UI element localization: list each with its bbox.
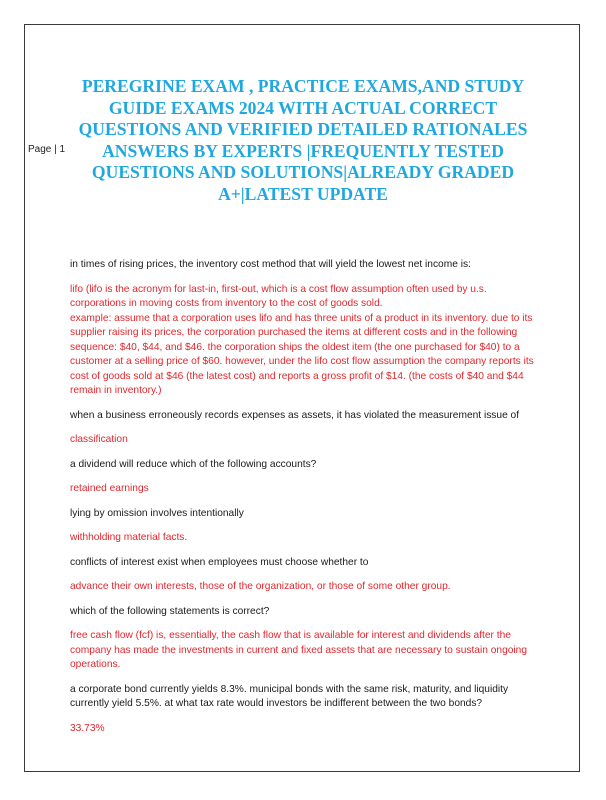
answer-7: 33.73% <box>70 722 105 734</box>
question-1: in times of rising prices, the inventory cost method that will yield the lowest net income is: <box>70 259 471 270</box>
question-4: lying by omission involves intentionally <box>70 507 244 519</box>
document-title: PEREGRINE EXAM , PRACTICE EXAMS,AND STUDY GUIDE EXAMS 2024 WITH ACTUAL CORRECT QUESTIONS AND VERIFIED DETAILED RATIONALES ANSWERS BY EXPERTS |FREQUENTLY TESTED QUESTIONS AND SOLUTIONS|ALREADY GRADED A+|LATEST UPDATE <box>78 76 528 204</box>
question-7: a corporate bond currently yields 8.3%. municipal bonds with the same risk, maturity, and liquidity currently yield 5.5%. at what tax rate would investors be indifferent between the two bonds? <box>70 683 509 709</box>
page-number-label: Page | 1 <box>28 144 66 155</box>
answer-6: free cash flow (fcf) is, essentially, the cash flow that is available for interest and dividends after the company has made the investments in current and fixed assets that are necessary to sustain ongoing operations. <box>70 630 527 670</box>
answer-4: withholding material facts. <box>70 532 188 543</box>
answer-3: retained earnings <box>70 483 149 494</box>
answer-5: advance their own interests, those of the organization, or those of some other group. <box>70 581 451 592</box>
answer-1-example: example: assume that a corporation uses lifo and has three units of a product in its inventory. due to its supplier raising its prices, the corporation purchased the items at different costs and in the following sequence: $40, $44, and $46. the corporation ships the oldest item (the one purchased for $40) to a customer at a selling price of $60. however, under the lifo cost flow assumption the company reports its cost of goods sold at $46 (the latest cost) and reports a gross profit of $14. (the costs of $40 and $44 remain in inventory.) <box>70 312 534 396</box>
question-3: a dividend will reduce which of the following accounts? <box>70 458 317 470</box>
question-5: conflicts of interest exist when employees must choose whether to <box>70 556 369 568</box>
answer-1: lifo (lifo is the acronym for last-in, first-out, which is a cost flow assumption often used by u.s. corporations in moving costs from inventory to the cost of goods sold. <box>70 283 487 309</box>
qa-content <box>70 258 544 746</box>
question-2: when a business erroneously records expenses as assets, it has violated the measurement issue of <box>70 409 520 421</box>
answer-2: classification <box>70 434 128 445</box>
question-6: which of the following statements is correct? <box>70 605 270 617</box>
